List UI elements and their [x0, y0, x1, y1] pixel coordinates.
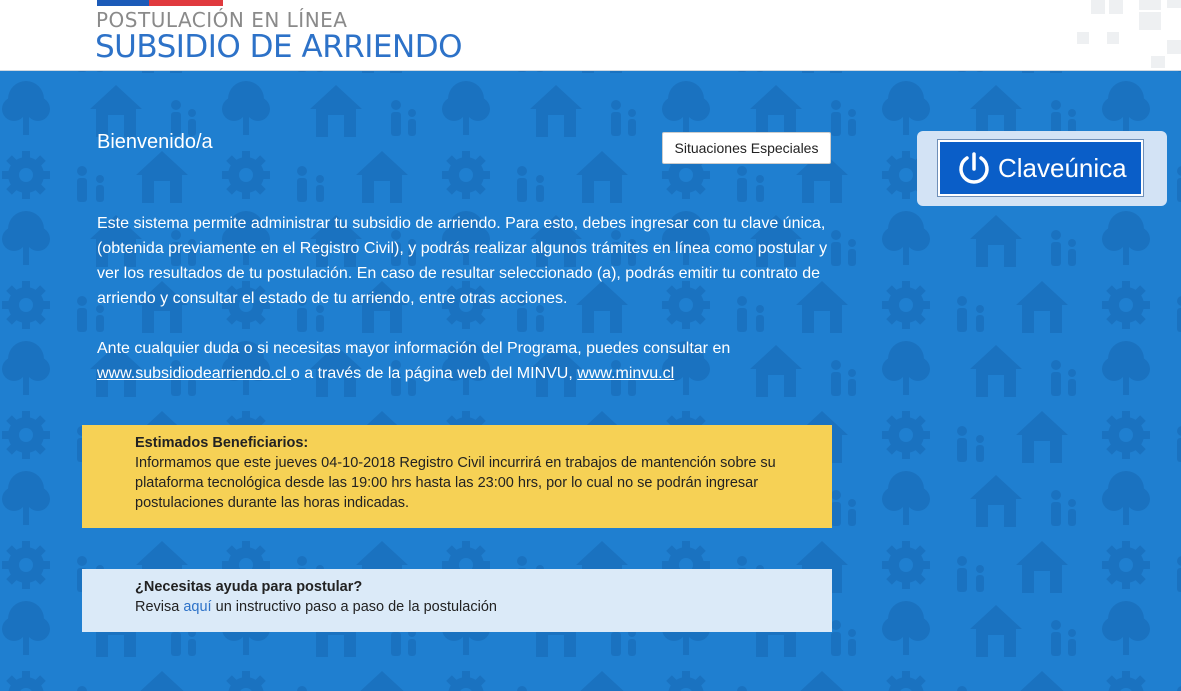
site-header: [0, 0, 1181, 71]
intro-paragraph: Este sistema permite administrar tu subsidio de arriendo. Para esto, debes ingresar con tu clave única, (obtenida previamente en el Registro Civil), y podrás realizar algunos trámites en línea como postular y ver los resultados de tu postulación. En caso de resultar seleccionado (a), podrás emitir tu contrato de arriendo y consultar el estado de tu arriendo, entre otras acciones.: [97, 215, 828, 307]
subsidio-link[interactable]: www.subsidiodearriendo.cl: [97, 365, 291, 382]
help-box: [82, 569, 832, 632]
info-prefix: Ante cualquier duda o si necesitas mayor información del Programa, puedes consultar en: [97, 340, 731, 357]
flag-red: [149, 0, 223, 6]
special-situations-button[interactable]: Situaciones Especiales: [662, 132, 831, 164]
maintenance-notice: [82, 425, 832, 528]
help-text: [135, 597, 814, 617]
welcome-heading: Bienvenido/a: [97, 131, 213, 153]
clave-unica-panel: [917, 131, 1167, 206]
help-prefix: Revisa: [135, 599, 180, 615]
info-paragraph: [97, 336, 837, 386]
decorative-squares: [1081, 0, 1181, 70]
clave-unica-button[interactable]: [938, 140, 1143, 196]
power-icon: [956, 150, 992, 186]
flag-blue: [97, 0, 149, 6]
help-title: ¿Necesitas ayuda para postular?: [135, 579, 363, 595]
help-suffix: un instructivo paso a paso de la postulación: [215, 599, 497, 615]
help-link[interactable]: aquí: [183, 599, 212, 615]
minvu-link[interactable]: www.minvu.cl: [577, 365, 675, 382]
notice-title: Estimados Beneficiarios:: [135, 435, 309, 451]
clave-unica-label: Claveúnica: [998, 152, 1127, 183]
flag-stripe: [97, 0, 223, 6]
notice-body: Informamos que este jueves 04-10-2018 Registro Civil incurrirá en trabajos de mantención sobre su plataforma tecnológica desde las 19:00 hrs hasta las 23:00 hrs, por lo cual no se podrán ingresar postulaciones durante las horas indicadas.: [135, 455, 776, 511]
header-subtitle: POSTULACIÓN EN LÍNEA: [96, 8, 348, 32]
info-middle: o a través de la página web del MINVU,: [290, 365, 573, 382]
header-title: SUBSIDIO DE ARRIENDO: [95, 29, 462, 65]
